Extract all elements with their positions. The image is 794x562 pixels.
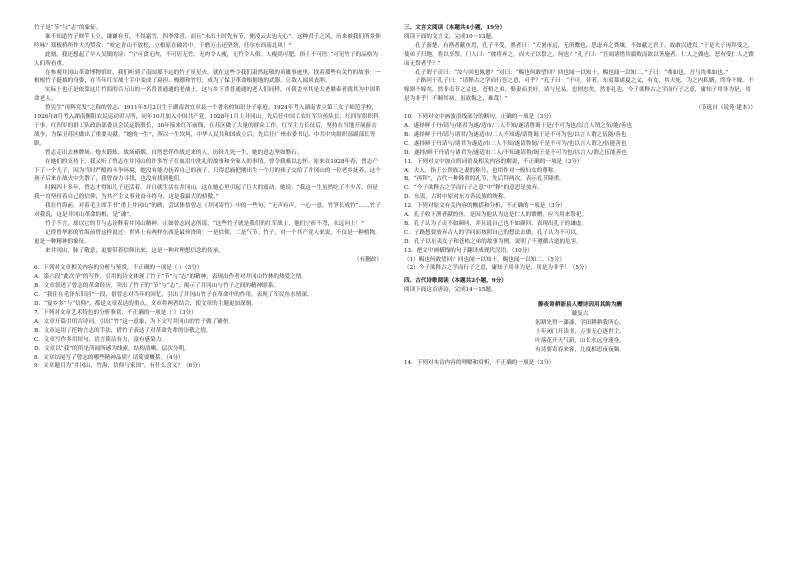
question-option: B．“再拜”，古代一种隆重的礼节，先后拜两次，表示礼节隆重。 — [404, 176, 565, 183]
classical-passage: 子路问于孔子曰：“请释古之学而行吾之意，可乎？”孔子曰：“不可。昔者，东夷慕诸夏之义，有女，其夫死，为之内私婿，终身不嫁。不嫁则不嫁矣，然非贞节之义也。苍梧之弟，娶妻而美好，请与兄易。忠则忠矣，然非礼也。今子欲释古之学而行子之意，庸知子用非为是，用是为非乎！不顺其初，虽欲悔之，难哉！” — [404, 78, 754, 103]
section-heading: 四、古代诗歌阅读（本题共2小题，9分） — [404, 278, 507, 285]
question-option: C．子路想要放弃古人的学问而按照自己的想法去做，孔子认为不可以。 — [404, 229, 582, 236]
question-option: C．文章写作多用短句，语言简洁有力，富有感染力。 — [34, 336, 167, 343]
question-line: 13．把文中画横线的句子翻译成现代汉语。（10分） — [404, 247, 533, 254]
passage-source-note: （节选自《说苑·建本》） — [695, 105, 756, 112]
question-option: D．东夷，古时中原对东方各民族的统称。 — [404, 194, 510, 201]
question-line: 10．下列对文中画波浪线部分的断句，正确的一项是（3分） — [404, 114, 555, 121]
poem-line: 躬耕先得一漆漆，学田耕耕我所心。 — [535, 320, 625, 326]
question-line: 7．下列对文章艺术特色的分析鉴赏，不正确的一项是（ ）（3分） — [34, 310, 197, 316]
question-option: C．“我住在毛泽东旧居”一段，借曾志对当年的回忆，引出了井冈山竹子在革命中的作用，表现了军民鱼水情深。 — [34, 292, 313, 299]
question-option: （1）赐也何敢望回？回也闻一以知十，赐也闻一以知二。（5分） — [404, 256, 565, 263]
question-line: 11．下列对文中加点的词语及相关内容的解说，不正确的一项是（3分） — [404, 158, 583, 165]
essay-paragraph: 曾宪生“再辉竞发”之称的曾志，1911年5月2日生于湖南省宜章县一个著名的知识分子家庭。1924年考入湖南省立第三女子师范学校，1926年8月考入湖南衡阳农民运动讲习所，同年10月加入中国共产党。1928年1月上井冈山，先后任中国工农红军宣传队长、红四军组织科干事、红四军的群工队政治部委员会民运股股长，30年接来红军前线，在苏区做了大量的群众工作，红军主力长征后，坚持在当地开展游击战争，为保卫苏区做出了重要贡献。“她的一生”，所以一生坎坷，中华人民共和国成立后，先后任广州市委书记、中共中央组织部副部长等职。 — [34, 105, 379, 147]
classical-passage: 孔子谓子贡曰：“汝与回也孰愈？”对曰：“赐也何敢望回？回也闻一以知十，赐也闻一以知二。”子曰：“弗如也。吾与汝弗如也。” — [415, 69, 729, 76]
poem-line: 有诗要寄春来客，几度相思夜夜频。 — [535, 346, 625, 353]
essay-paragraph: 竹子不言，却以它的节与志诠释着井冈山精神。正如曾志同志所说，“这些竹子就是我们的红军战士，他们宁折不弯，永远向上！” — [45, 220, 364, 227]
question-line: 12．下列对原文有关内容的概括和分析，不正确的一项是（3分） — [404, 203, 566, 210]
essay-source-note: （有删改） — [354, 256, 382, 263]
essay-paragraph: 实际上也正是依靠这片竹海的百万山的一名普普通通的老战士，这与乡下普普通通的老人们同样，可我歪卒其是大老鼎泰者就其为中国革命老人。 — [34, 87, 381, 103]
question-option: D．“宴乡多”与“信仰”，都是文章表达的重点，文章将两者结合，使文章的主题更加深刻。 — [34, 301, 257, 308]
question-option: C．遂择鲜于丹请与/诸君为遂适/市二人不知/遂请鲁谒/于是不可为/也以言人谓之/伍能善也 — [404, 140, 627, 147]
poem-line: 叶落花开天气新，山长水远身迷身。 — [535, 337, 625, 344]
question-line: 9．文章题目为“井冈山，竹海，信仰与家国”，有什么含义？（6分） — [34, 363, 204, 370]
section-intro: 阅读下面的文言文，完成10～13题。 — [404, 33, 497, 40]
essay-paragraph: 在她们的支持下，我又听了曾志在井冈山的许多竹子在血泪中洗礼的故事和全家人的事情，曾令我难以忘怀。原来在1928年春，曾志产下了一个儿子，因为当时严酷的斗争环境，她没有能力抚养自己的孩子，只得忍痛把刚出生一个月的孩子交给了井冈山的一位老乡抚养，这个孩子后来在战火中失散了，我曾奋力寻找，也没有找到他们。 — [34, 158, 381, 183]
essay-paragraph: 此刻，我还想起了早人吴镇的诗：“宁可食无肉，不可居无竹。无肉令人瘦，无竹令人俗。人瘦尚可肥，俗士不可医。”可见竹子的品格为人们所看重。 — [34, 51, 378, 67]
essay-paragraph: 记得曾华彩的竹海前曾这样说过：世界上有两样东西是最珍贵的：一是信仰，二是气节。竹子，对一个共产党人来说，不仅是一种植物，更是一种精神的象征。 — [34, 229, 381, 245]
right-column — [404, 24, 756, 368]
poem-title: 静夜寄耕浙县人赠诗因用其韵为酬 — [538, 302, 622, 309]
question-option: C．“今子欲释古之学而行子之意”中“释”的意思是放弃。 — [404, 185, 543, 192]
question-option: D．遂择/鲜于丹请与诸君为/遂适市二人/不知遂请鲁/谒于是不可为也/以言人/谓之伍能善也 — [404, 149, 627, 156]
question-option: A．遂择鲜于丹/请与/诸君为遂/适市/二人不知/遂请鲁谒于是/不可为也/以言人谓之伍/能/善也 — [404, 122, 632, 129]
poem-author: 戴复古 — [571, 311, 589, 318]
essay-paragraph: 来井冈山，脉了敬意，更要带着信仰出来，这是一种对理想信念的传承。 — [45, 247, 225, 254]
classical-passage: 孔子游楚，有渔者献鱼焉，孔子不受。渔者曰：“天暑市远，无所鬻也，思虑弃之粪壤，不如献之君子，故敢以进焉。”于是夫子再拜受之，使弟子扫地，将以享祭。门人曰：“彼将弃之，而夫子以祭之，何也？”孔子曰：“吾闻诸惜其腐败而欲以务施者，仁人之偶也，恶有受仁人之馈而无祭者乎？” — [404, 42, 754, 67]
question-option: B．文章叙述了曾志的革命经历，突出了竹子的“节”与“志”，揭示了井冈山与竹子之间的精神联系。 — [34, 283, 279, 290]
poem-line: 十年闭门开读书，万事无心逐世尘。 — [535, 328, 625, 335]
essay-title-line: 竹子是“节”与“志”的象征。 — [34, 25, 102, 31]
question-option: D．文章以“我”的所见所闻所感为线索，结构清晰，层次分明。 — [34, 345, 190, 352]
left-column — [34, 24, 382, 371]
essay-paragraph: 曾志走出去林牌场、炮火锻炼、战场硝烟、自然恶伴作战过来的人，历经九死一生，她的意志坚如磐石。 — [45, 149, 303, 156]
question-option: A．孔子收下渔者献的鱼，是因为他认为这是仁人的馈赠，应当用来祭祀。 — [404, 212, 588, 219]
question-option: A．文章开篇引用古诗词，引出“竹”这一意象，为下文写井冈山的竹子做了铺垫。 — [34, 318, 234, 325]
section-intro: 阅读下面这首唐诗，完成14～15题。 — [404, 287, 497, 294]
question-line: 6．下列对文章相关内容的分析与鉴赏，不正确的一项是（ ）（3分） — [34, 265, 203, 272]
question-option: B．孔子认为子贡不如颜回，并且说自己也不如颜回，表现出孔子的谦虚。 — [404, 220, 588, 227]
essay-paragraph: 我在竹海前，对着毛主席手书“重上井冈山”的碑，尝试体悟曾志《井冈寄竹》中的一些句，“无声有声，一心一意，竹笋长成竹”……竹子对我说，这是井冈山革命的根，是“魂”。 — [34, 203, 381, 219]
essay-paragraph: 谁不知道竹子修竿玉立，谦谦有节，不畏霜雪，四季常青，而且“未出土时先有节，便凌云去也无心”。这种君子之风，历来被我们所景仰吟咏？郑板桥所作大为赞赏：“咬定青山不放松，立根原在破岩中。千磨万击还坚劲，任尔东西南北风！” — [34, 33, 381, 49]
question-option: （2）今子欲释古之学而行子之意，庸知子用非为是，用是为非乎！（5分） — [404, 265, 591, 272]
question-option: A．夫人，指王公贵族之妻的称号，也用作对一般妇女的尊称。 — [404, 167, 560, 174]
question-line: 14．下列对本诗内容的理解和赏析，不正确的一项是（3分） — [404, 359, 555, 366]
section-heading: 三、文言文阅读（本题共4小题，19分） — [404, 25, 506, 31]
question-option: A．第六段“此次孕”的写作，引用的诗文体现了竹子“节”与“志”的精神，表现出作者对井冈山竹林的热爱之情。 — [34, 274, 307, 281]
question-option: D．孔子以东夷女子和苍梧之弟的故事为例，说明了不遵循古道的危害。 — [404, 238, 582, 245]
question-option: B．遂择鲜于丹/请与诸君/为遂适市/二人不知遂/请鲁谒于是不可为也/以言人谓之伍能/善也 — [404, 131, 627, 138]
essay-paragraph: 时隔四十多年，曾志才得知儿子还活着，并且就生活在井冈山，这在她心里引起了巨大的震动。她说：“我这一生虽然吃了不少苦，但是我一直坚持着自己的信仰，为共产主义事业奋斗终身，这是我最大的骄傲。” — [34, 185, 378, 201]
question-option: B．文章运用了托物言志的手法，借竹子表达了对革命先辈的崇敬之情。 — [34, 327, 212, 334]
essay-paragraph: 在参观井冈山革命博物馆时，我们听到了南国那不远的竹子星星火。就在这些令我们肃然起敬的英雄事迹里，找着那些有关竹的故事：一根根竹子挺拔的身姿，在当年红军战士手中变成了扁担、梭镖和竹钉，成为了保卫革命根据地的武器，让敌人闻风丧胆。 — [34, 69, 381, 85]
question-line: 8．文章结尾写了曾志的哪些精神品质？请简要概括。（4分） — [34, 354, 184, 361]
